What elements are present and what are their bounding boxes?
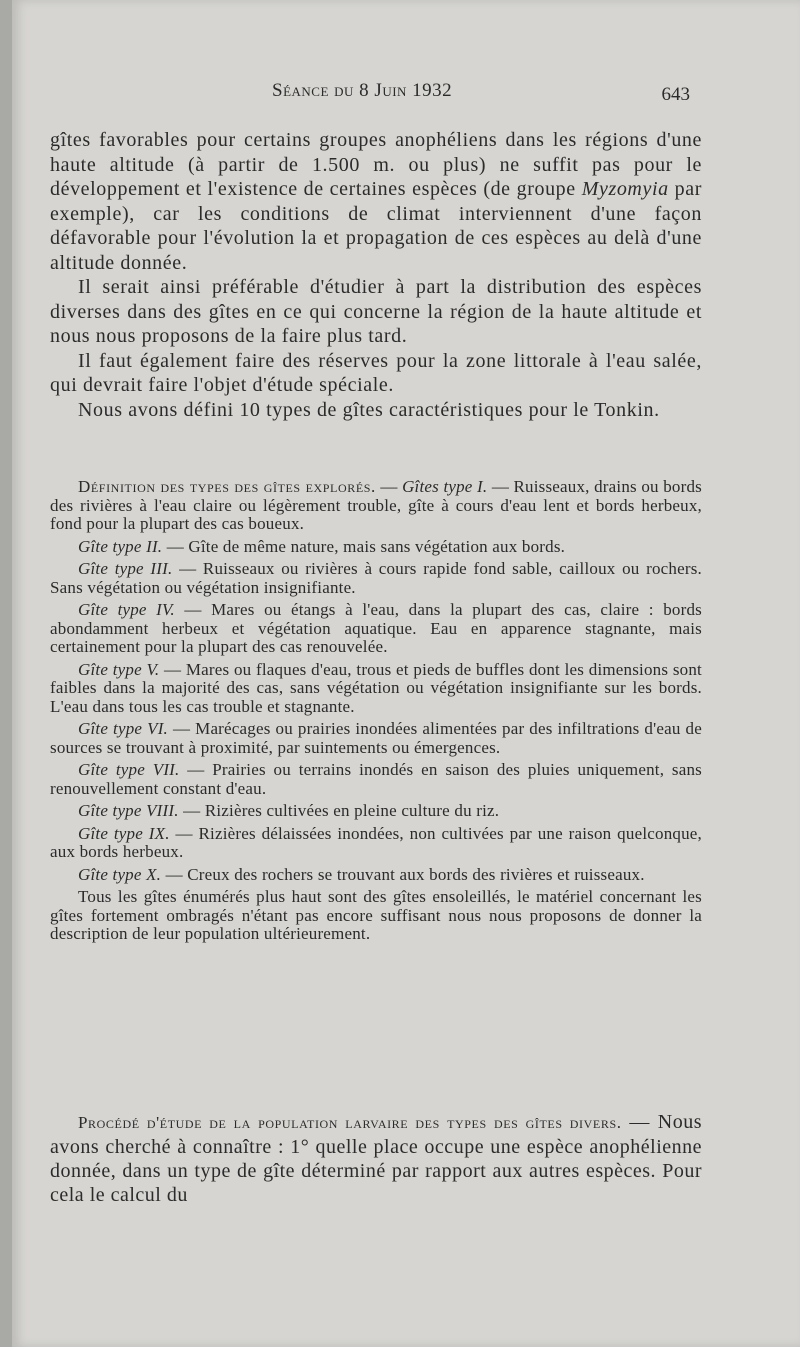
section-heading: Procédé d'étude de la population larvaire des types des gîtes divers. (78, 1113, 622, 1132)
definition-label: Gîte type VIII. (78, 801, 179, 820)
definition-label: Gîte type V. (78, 659, 160, 679)
definition-item: Gîte type VI. — Marécages ou prairies inondées alimentées par des infiltrations d'eau de sources se trouvant à proximité, par suintements ou émergences. (50, 719, 702, 757)
paragraph: Procédé d'étude de la population larvaire des types des gîtes divers. — Nous avons cherché à connaître : 1° quelle place occupe une espèce anophélienne donnée, dans un type de gîte déterminé par rapport aux autres espèces. Pour cela le calcul du (50, 1111, 702, 1206)
definition-label: Gîte type II. (78, 536, 163, 556)
paragraph: Il faut également faire des réserves pour la zone littorale à l'eau salée, qui devrait faire l'objet d'étude spéciale. (50, 349, 702, 396)
definition-label: Gîte type X. (78, 864, 162, 884)
definition-label: Gîte type III. (78, 559, 173, 578)
species-name: Myzomyia (581, 178, 669, 200)
definition-label: Gîte type IV. (78, 600, 175, 619)
running-title: Séance du 8 Juin 1932 (272, 80, 453, 101)
definition-label: Gîte type VI. (78, 719, 168, 738)
definition-item: Gîte type IV. — Mares ou étangs à l'eau, dans la plupart des cas, claire : bords abondamment herbeux et végétation aquatique. Eau en apparence stagnante, mais certainement pour la plupart des cas renouvelée. (50, 600, 702, 656)
running-header (12, 80, 800, 110)
main-body (50, 128, 702, 422)
book-page (12, 0, 800, 1347)
definition-item: Gîte type III. — Ruisseaux ou rivières à cours rapide fond sable, cailloux ou rochers. Sans végétation ou végétation insignifiante. (50, 559, 703, 597)
paragraph: Il serait ainsi préférable d'étudier à part la distribution des espèces diverses dans des gîtes en ce qui concerne la région de la haute altitude et nous nous proposons de la faire plus tard. (50, 276, 702, 347)
definition-label: Gîtes type I. (402, 477, 488, 496)
procedure-section (50, 1110, 702, 1207)
definition-item: Définition des types des gîtes explorés. — Gîtes type I. — Ruisseaux, drains ou bords des rivières à l'eau claire ou légèrement trouble, gîte à cours d'eau lent et bords herbeux, fond pour la plupart des cas boueux. (50, 477, 702, 533)
page-number: 643 (661, 84, 690, 105)
closing-paragraph: Tous les gîtes énumérés plus haut sont des gîtes ensoleillés, le matériel concernant les gîtes fortement ombragés n'étant pas encore suffisant nous nous proposons de donner la description de leur population ultérieurement. (50, 887, 702, 943)
definition-item: Gîte type IX. — Rizières délaissées inondées, non cultivées par une raison quelconque, aux bords herbeux. (50, 823, 702, 861)
paragraph: gîtes favorables pour certains groupes anophéliens dans les régions d'une haute altitude (à partir de 1.500 m. ou plus) ne suffit pas pour le développement et l'existence de certaines espèces (de groupe Myzomyia par exemple), car les conditions de climat interviennent d'une façon défavorable pour l'évolution la et propagation de ces espèces au delà d'une altitude donnée. (50, 129, 702, 274)
definition-label: Gîte type VII. (78, 760, 180, 779)
section-heading: Définition des types des gîtes explorés. (78, 477, 376, 496)
definition-label: Gîte type IX. (78, 823, 170, 843)
definition-item: Gîte type X. — Creux des rochers se trouvant aux bords des rivières et ruisseaux. (78, 864, 645, 884)
paragraph: Nous avons défini 10 types de gîtes caractéristiques pour le Tonkin. (78, 398, 660, 421)
definition-item: Gîte type VIII. — Rizières cultivées en pleine culture du riz. (78, 801, 500, 820)
definition-item: Gîte type V. — Mares ou flaques d'eau, trous et pieds de buffles dont les dimensions sont faibles dans la majorité des cas, sans végétation ou végétation insignifiante sur les bords. L'eau dans tous les cas trouble et stagnante. (50, 659, 702, 716)
definitions-section (50, 478, 702, 948)
definition-item: Gîte type VII. — Prairies ou terrains inondés en saison des pluies uniquement, sans renouvellement constant d'eau. (50, 760, 702, 798)
definition-item: Gîte type II. — Gîte de même nature, mais sans végétation aux bords. (78, 536, 566, 556)
